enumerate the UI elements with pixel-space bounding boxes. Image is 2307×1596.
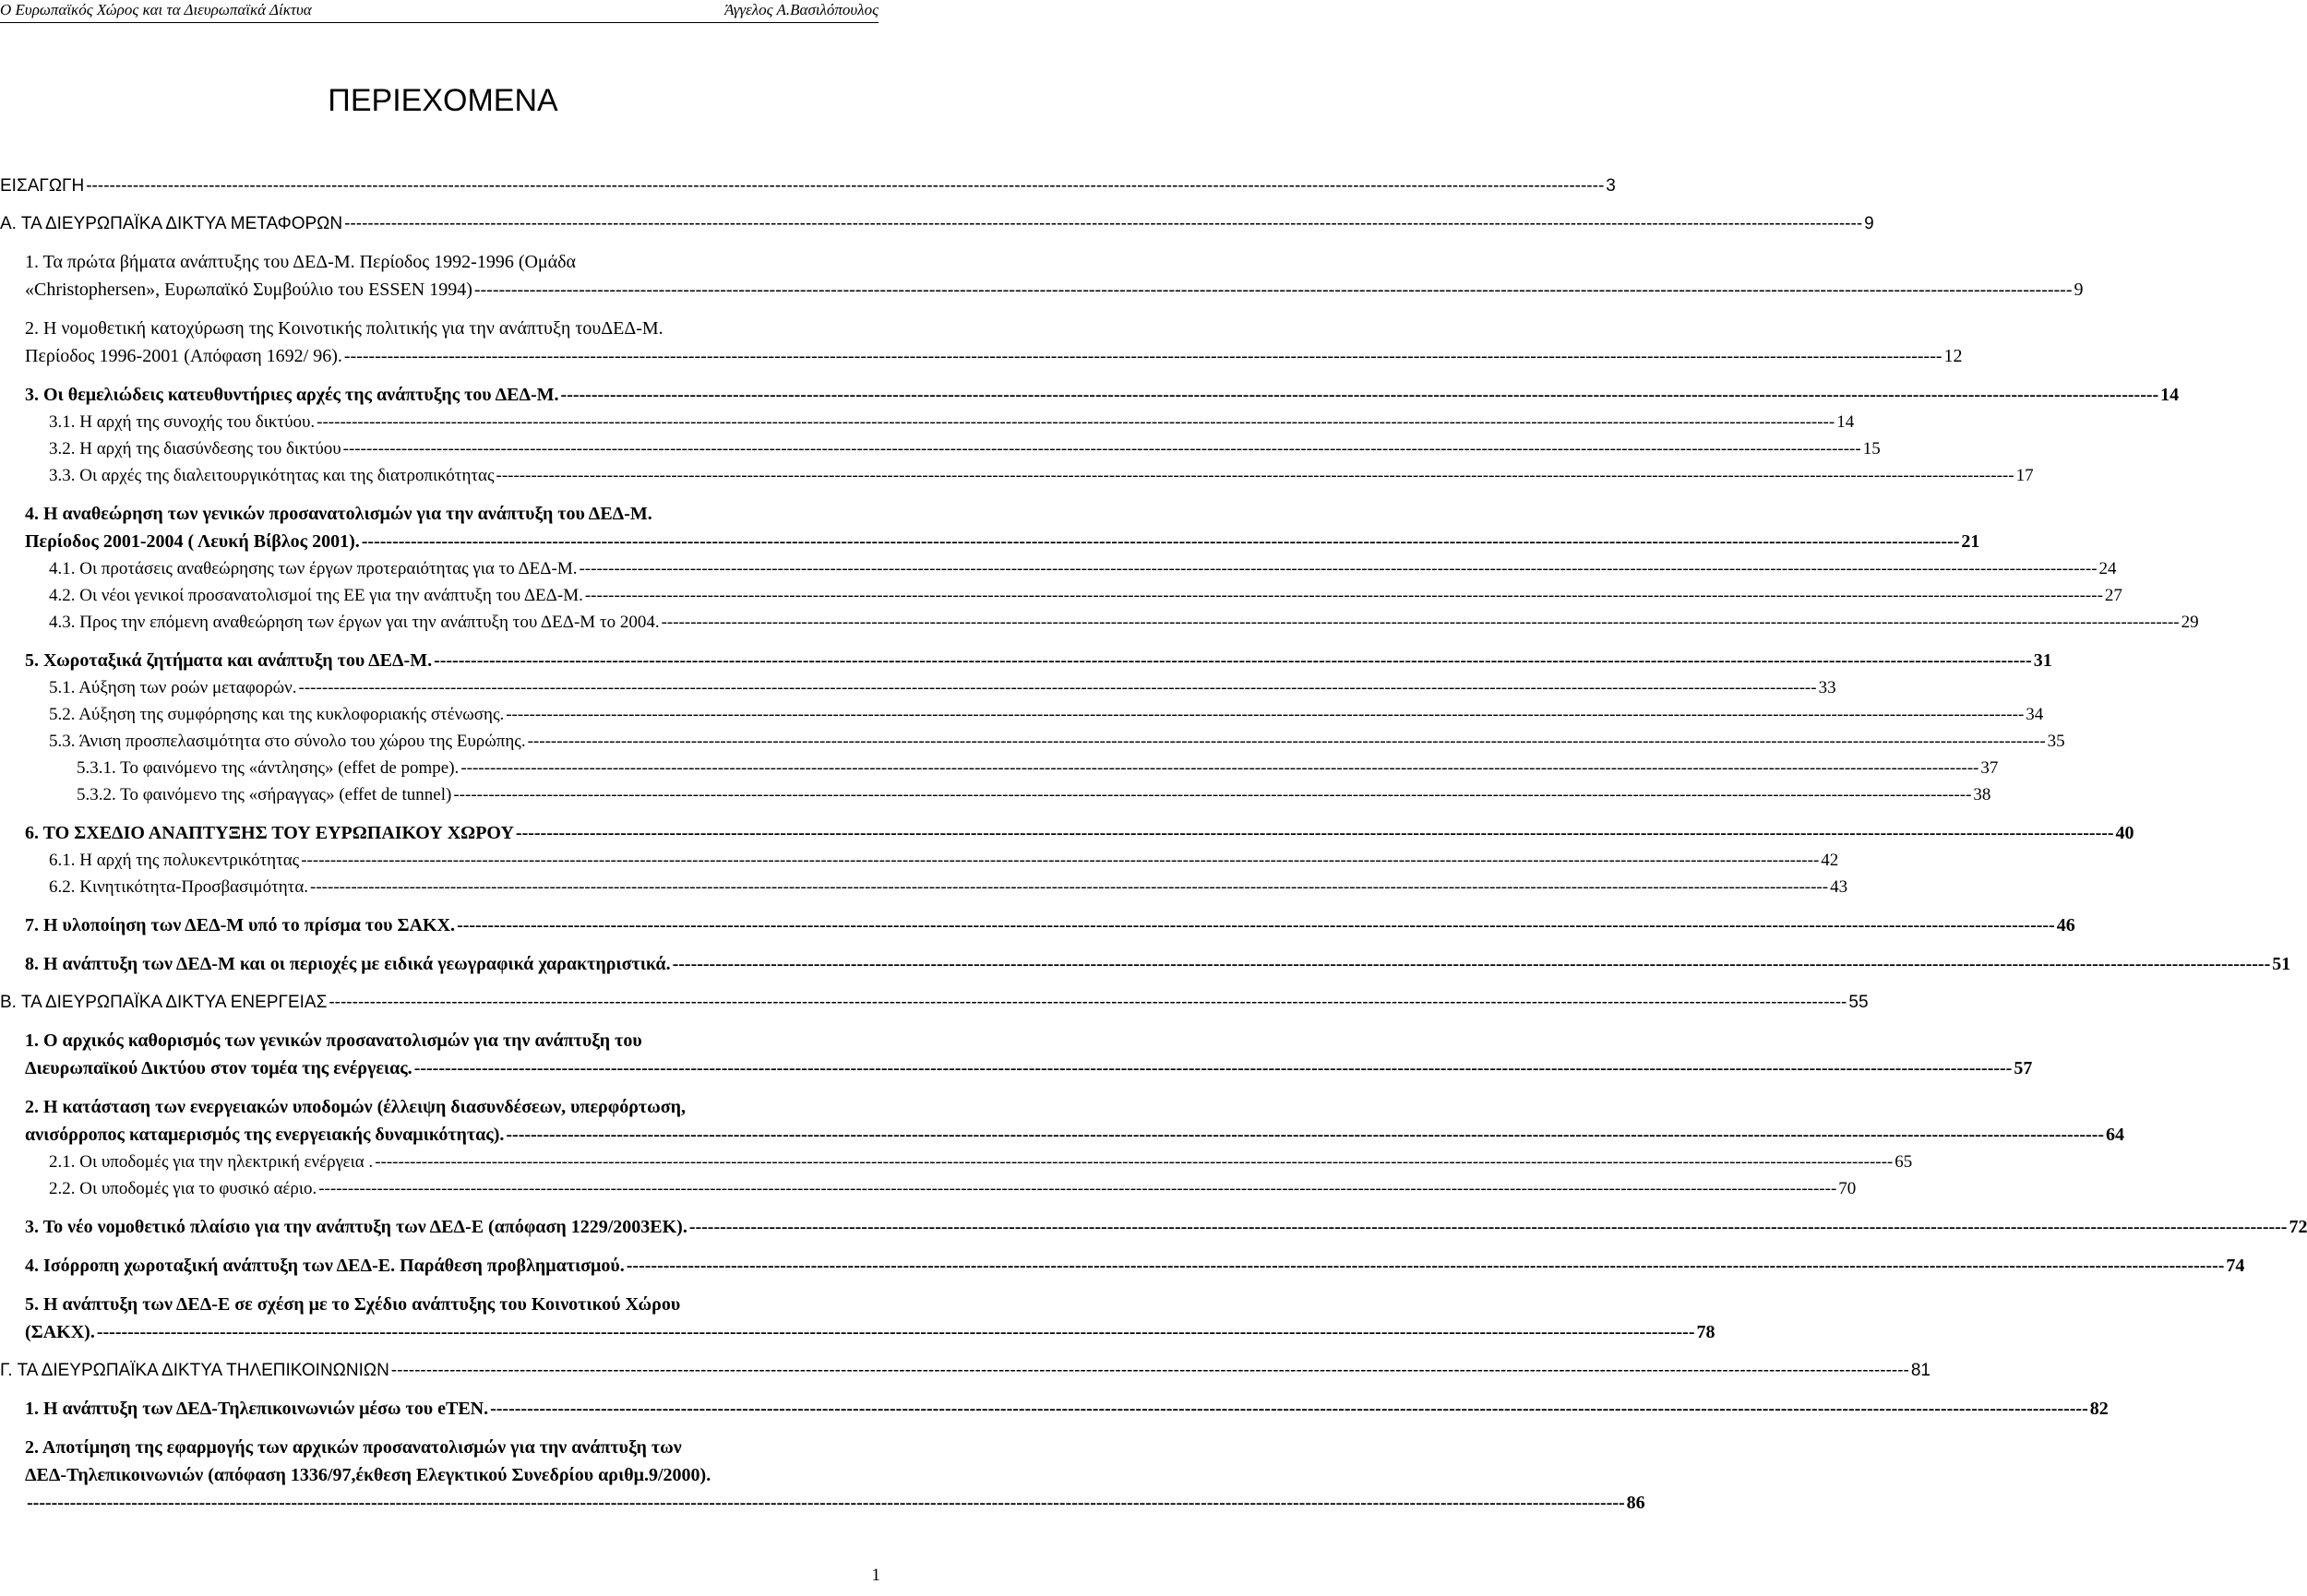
toc-entry-title: 5.2. Αύξηση της συμφόρησης και της κυκλοφοριακής στένωσης.	[49, 705, 505, 724]
toc-leader-dashes: --------------------------------------------------------------------------------------------------------------------------------------------------------------------------------------------------------------------------------------------------------------------	[298, 678, 1817, 697]
toc-page-number: 29	[2181, 613, 2199, 632]
page-title: ΠΕΡΙΕΧΟΜΕΝΑ	[328, 83, 558, 118]
toc-page-number: 51	[2272, 954, 2291, 974]
toc-entry-title: 4.3. Προς την επόμενη αναθεώρηση των έργων γαι την ανάπτυξη του ΔΕΔ-Μ το 2004.	[49, 613, 660, 632]
toc-page-number: 40	[2115, 823, 2134, 843]
toc-entry	[0, 911, 2075, 939]
toc-entry	[0, 674, 1836, 701]
toc-page-number: 3	[1606, 176, 1616, 196]
toc-leader-dashes: --------------------------------------------------------------------------------------------------------------------------------------------------------------------------------------------------------------------------------------------------------------------	[301, 851, 1820, 870]
toc-entry-title: 6.1. Η αρχή της πολυκεντρικότητας	[49, 851, 300, 870]
toc-page-number: 14	[1836, 412, 1855, 432]
toc-leader-dashes: --------------------------------------------------------------------------------------------------------------------------------------------------------------------------------------------------------------------------------------------------------------------	[457, 915, 2055, 935]
toc-entry-title: 6.2. Κινητικότητα-Προσβασιμότητα.	[49, 877, 309, 897]
toc-entry-title: 2.2. Οι υποδομές για το φυσικό αέριο.	[49, 1179, 317, 1198]
toc-leader-dashes: --------------------------------------------------------------------------------------------------------------------------------------------------------------------------------------------------------------------------------------------------------------------	[344, 214, 1863, 233]
toc-page-number: 74	[2226, 1256, 2245, 1276]
header-book-title: Ο Ευρωπαϊκός Χώρος και τα Διευρωπαϊκά Δίκτυα	[0, 1, 312, 18]
toc-entry	[0, 1252, 2245, 1280]
toc-page-number: 57	[2014, 1058, 2033, 1078]
toc-entry-line: 1. Τα πρώτα βήματα ανάπτυξης του ΔΕΔ-Μ. Περίοδος 1992-1996 (Ομάδα	[25, 252, 577, 272]
toc-page-number: 65	[1895, 1152, 1913, 1172]
toc-page-number: 27	[2104, 586, 2122, 605]
toc-page-number: 12	[1943, 346, 1963, 366]
toc-entry-title: Β. ΤΑ ΔΙΕΥΡΩΠΑΪΚΑ ΔΙΚΤΥΑ ΕΝΕΡΓΕΙΑΣ	[0, 993, 328, 1012]
toc-leader-dashes: --------------------------------------------------------------------------------------------------------------------------------------------------------------------------------------------------------------------------------------------------------------------	[375, 1152, 1894, 1172]
toc-leader-dashes: --------------------------------------------------------------------------------------------------------------------------------------------------------------------------------------------------------------------------------------------------------------------	[343, 346, 1942, 366]
toc-entry-title: 5.3.2. Το φαινόμενο της «σήραγγας» (effet de tunnel)	[77, 785, 452, 804]
toc-entry-title: «Christophersen», Ευρωπαϊκό Συμβούλιο του ESSEN 1994)	[25, 280, 472, 300]
toc-page-number: 33	[1818, 678, 1836, 697]
toc-entry-title: 6. ΤΟ ΣΧΕΔΙΟ ΑΝΑΠΤΥΞΗΣ ΤΟΥ ΕΥΡΩΠΑΙΚΟΥ ΧΩΡΟΥ	[25, 823, 514, 843]
header-author: Άγγελος Α.Βασιλόπουλος	[724, 1, 879, 18]
toc-entry	[0, 1355, 1930, 1386]
toc-leader-dashes: --------------------------------------------------------------------------------------------------------------------------------------------------------------------------------------------------------------------------------------------------------------------	[361, 531, 1960, 552]
toc-entry-title: 8. Η ανάπτυξη των ΔΕΔ-Μ και οι περιοχές με ειδικά γεωγραφικά χαρακτηριστικά.	[25, 954, 671, 974]
toc-page-number: 15	[1862, 439, 1881, 459]
toc-entry-title: 3. Οι θεμελιώδεις κατευθυντήριες αρχές της ανάπτυξης του ΔΕΔ-Μ.	[25, 385, 559, 405]
toc-entry	[0, 950, 2291, 978]
toc-entry	[0, 208, 1874, 239]
toc-entry	[0, 1291, 1715, 1346]
toc-leader-dashes: --------------------------------------------------------------------------------------------------------------------------------------------------------------------------------------------------------------------------------------------------------------------	[317, 412, 1835, 432]
toc-page-number: 9	[2074, 280, 2084, 300]
toc-leader-dashes: --------------------------------------------------------------------------------------------------------------------------------------------------------------------------------------------------------------------------------------------------------------------	[413, 1058, 2013, 1078]
toc-leader-dashes: --------------------------------------------------------------------------------------------------------------------------------------------------------------------------------------------------------------------------------------------------------------------	[527, 732, 2046, 751]
toc-entry-title: Περίοδος 1996-2001 (Απόφαση 1692/ 96).	[25, 346, 342, 366]
toc-entry-title: 4.2. Οι νέοι γενικοί προσανατολισμοί της ΕΕ για την ανάπτυξη του ΔΕΔ-Μ.	[49, 586, 583, 605]
toc-entry-line: 5. Η ανάπτυξη των ΔΕΔ-Ε σε σχέση με το Σχέδιο ανάπτυξης του Κοινοτικού Χώρου	[25, 1294, 681, 1315]
toc-leader-dashes: --------------------------------------------------------------------------------------------------------------------------------------------------------------------------------------------------------------------------------------------------------------------	[310, 877, 1829, 897]
toc-entry-title: Περίοδος 2001-2004 ( Λευκή Βίβλος 2001).	[25, 531, 360, 552]
toc-page-number: 14	[2160, 385, 2180, 405]
toc-entry-title: 5.3. Άνιση προσπελασιμότητα στο σύνολο του χώρου της Ευρώπης.	[49, 732, 526, 751]
toc-entry	[0, 819, 2134, 847]
toc-entry-line: 2. Αποτίμηση της εφαρμογής των αρχικών προσανατολισμών για την ανάπτυξη των	[25, 1437, 682, 1458]
toc-leader-dashes: --------------------------------------------------------------------------------------------------------------------------------------------------------------------------------------------------------------------------------------------------------------------	[584, 586, 2103, 605]
toc-entry-title: ανισόρροπος καταμερισμός της ενεργειακής δυναμικότητας).	[25, 1125, 505, 1145]
toc-leader-dashes: --------------------------------------------------------------------------------------------------------------------------------------------------------------------------------------------------------------------------------------------------------------------	[453, 785, 1972, 804]
toc-page-number: 78	[1696, 1322, 1715, 1342]
toc-page-number: 81	[1910, 1361, 1930, 1380]
toc-entry-title: 3.3. Οι αρχές της διαλειτουργικότητας και της διατροπικότητας	[49, 466, 495, 485]
toc-leader-dashes: --------------------------------------------------------------------------------------------------------------------------------------------------------------------------------------------------------------------------------------------------------------------	[661, 613, 2180, 632]
toc-leader-dashes: --------------------------------------------------------------------------------------------------------------------------------------------------------------------------------------------------------------------------------------------------------------------	[626, 1256, 2225, 1276]
toc-page-number: 55	[1848, 993, 1869, 1012]
toc-entry-line: 1. Ο αρχικός καθορισμός των γενικών προσανατολισμών για την ανάπτυξη του	[25, 1030, 642, 1051]
toc-leader-dashes: --------------------------------------------------------------------------------------------------------------------------------------------------------------------------------------------------------------------------------------------------------------------	[434, 650, 2032, 671]
toc-entry	[0, 582, 2122, 609]
toc-entry-title: 2.1. Οι υποδομές για την ηλεκτρική ενέργεια .	[49, 1152, 374, 1172]
toc-entry-line: 4. Η αναθεώρηση των γενικών προσανατολισμών για την ανάπτυξη του ΔΕΔ-Μ.	[25, 504, 652, 524]
toc-entry	[0, 1395, 2109, 1423]
toc-leader-dashes: --------------------------------------------------------------------------------------------------------------------------------------------------------------------------------------------------------------------------------------------------------------------	[96, 1322, 1695, 1342]
running-header	[0, 0, 886, 24]
toc-leader-dashes: --------------------------------------------------------------------------------------------------------------------------------------------------------------------------------------------------------------------------------------------------------------------	[318, 1179, 1837, 1198]
toc-entry-line: ΔΕΔ-Τηλεπικοινωνιών (απόφαση 1336/97,έκθεση Ελεγκτικού Συνεδρίου αριθμ.9/2000).	[25, 1465, 711, 1485]
toc-leader-dashes: --------------------------------------------------------------------------------------------------------------------------------------------------------------------------------------------------------------------------------------------------------------------	[506, 705, 2025, 724]
toc-page-number: 35	[2047, 732, 2065, 751]
toc-entry-title: 3.1. Η αρχή της συνοχής του δικτύου.	[49, 412, 316, 432]
toc-entry	[0, 1027, 2033, 1082]
toc-leader-dashes: --------------------------------------------------------------------------------------------------------------------------------------------------------------------------------------------------------------------------------------------------------------------	[560, 385, 2159, 405]
toc-page-number: 17	[2015, 466, 2034, 485]
toc-page-number: 86	[1626, 1493, 1645, 1513]
toc-entry	[0, 315, 1963, 370]
toc-page-number: 31	[2033, 650, 2052, 671]
toc-leader-dashes: --------------------------------------------------------------------------------------------------------------------------------------------------------------------------------------------------------------------------------------------------------------------	[86, 176, 1605, 196]
toc-entry	[0, 381, 2180, 409]
toc-leader-dashes: --------------------------------------------------------------------------------------------------------------------------------------------------------------------------------------------------------------------------------------------------------------------	[496, 466, 2014, 485]
toc-entry	[0, 874, 1848, 900]
header-rule	[0, 22, 879, 23]
toc-entry-title: 7. Η υλοποίηση των ΔΕΔ-Μ υπό το πρίσμα του ΣΑΚΧ.	[25, 915, 456, 935]
toc-page-number: 70	[1838, 1179, 1857, 1198]
toc-leader-dashes: --------------------------------------------------------------------------------------------------------------------------------------------------------------------------------------------------------------------------------------------------------------------	[329, 993, 1847, 1012]
toc-entry	[0, 1175, 1857, 1202]
toc-entry	[0, 1093, 2125, 1149]
toc-entry	[0, 1149, 1913, 1175]
toc-entry-title: Διευρωπαϊκού Δικτύου στον τομέα της ενέργειας.	[25, 1058, 412, 1078]
toc-entry	[0, 500, 1980, 555]
toc-entry-line: 2. Η κατάσταση των ενεργειακών υποδομών (έλλειψη διασυνδέσεων, υπερφόρτωση,	[25, 1097, 686, 1117]
toc-page-number: 82	[2089, 1399, 2109, 1419]
page-number: 1	[871, 1566, 880, 1585]
toc-leader-dashes: --------------------------------------------------------------------------------------------------------------------------------------------------------------------------------------------------------------------------------------------------------------------	[579, 559, 2098, 578]
toc-page-number: 9	[1864, 214, 1874, 233]
toc-leader-dashes: --------------------------------------------------------------------------------------------------------------------------------------------------------------------------------------------------------------------------------------------------------------------	[27, 1493, 1625, 1513]
toc-page-number: 72	[2289, 1217, 2307, 1237]
toc-entry	[0, 847, 1839, 874]
toc-leader-dashes: --------------------------------------------------------------------------------------------------------------------------------------------------------------------------------------------------------------------------------------------------------------------	[390, 1361, 1909, 1380]
toc-entry	[0, 1213, 2307, 1241]
toc-entry-title: 5.3.1. Το φαινόμενο της «άντλησης» (effet de pompe).	[77, 758, 460, 778]
toc-entry	[0, 555, 2117, 582]
toc-entry	[0, 171, 1616, 201]
toc-entry	[0, 1434, 1645, 1517]
toc-entry-title: 4. Ισόρροπη χωροταξική ανάπτυξη των ΔΕΔ-Ε. Παράθεση προβληματισμού.	[25, 1256, 625, 1276]
toc-leader-dashes: --------------------------------------------------------------------------------------------------------------------------------------------------------------------------------------------------------------------------------------------------------------------	[688, 1217, 2288, 1237]
toc-entry	[0, 435, 1881, 462]
toc-entry-title: 1. Η ανάπτυξη των ΔΕΔ-Τηλεπικοινωνιών μέσω του eTEN.	[25, 1399, 489, 1419]
toc-entry	[0, 462, 2034, 489]
table-of-contents	[0, 171, 2307, 1517]
toc-entry	[0, 609, 2199, 636]
toc-leader-dashes: --------------------------------------------------------------------------------------------------------------------------------------------------------------------------------------------------------------------------------------------------------------------	[342, 439, 1861, 459]
toc-page-number: 34	[2026, 705, 2044, 724]
toc-entry-title: Γ. ΤΑ ΔΙΕΥΡΩΠΑΪΚΑ ΔΙΚΤΥΑ ΤΗΛΕΠΙΚΟΙΝΩΝΙΩΝ	[0, 1361, 389, 1380]
toc-entry-title: (ΣΑΚΧ).	[25, 1322, 95, 1342]
toc-leader-dashes: --------------------------------------------------------------------------------------------------------------------------------------------------------------------------------------------------------------------------------------------------------------------	[515, 823, 2114, 843]
toc-entry-title: ΕΙΣΑΓΩΓΗ	[0, 176, 85, 196]
toc-leader-dashes: --------------------------------------------------------------------------------------------------------------------------------------------------------------------------------------------------------------------------------------------------------------------	[672, 954, 2271, 974]
toc-page-number: 37	[1980, 758, 1999, 778]
toc-page-number: 43	[1830, 877, 1848, 897]
toc-entry-title: 4.1. Οι προτάσεις αναθεώρησης των έργων προτεραιότητας για το ΔΕΔ-Μ.	[49, 559, 578, 578]
toc-page-number: 24	[2098, 559, 2117, 578]
toc-leader-dashes: --------------------------------------------------------------------------------------------------------------------------------------------------------------------------------------------------------------------------------------------------------------------	[490, 1399, 2088, 1419]
toc-entry	[0, 647, 2052, 674]
toc-entry-line: 2. Η νομοθετική κατοχύρωση της Κοινοτικής πολιτικής για την ανάπτυξη τουΔΕΔ-Μ.	[25, 318, 663, 339]
toc-entry	[0, 701, 2044, 728]
toc-entry-title: 3. Το νέο νομοθετικό πλαίσιο για την ανάπτυξη των ΔΕΔ-Ε (απόφαση 1229/2003ΕΚ).	[25, 1217, 687, 1237]
toc-entry	[0, 728, 2065, 755]
toc-entry	[0, 755, 1999, 781]
toc-leader-dashes: --------------------------------------------------------------------------------------------------------------------------------------------------------------------------------------------------------------------------------------------------------------------	[460, 758, 1979, 778]
toc-page-number: 46	[2056, 915, 2075, 935]
toc-page-number: 21	[1961, 531, 1980, 552]
toc-entry-title: Α. ΤΑ ΔΙΕΥΡΩΠΑΪΚΑ ΔΙΚΤΥΑ ΜΕΤΑΦΟΡΩΝ	[0, 214, 343, 233]
toc-entry	[0, 781, 1991, 808]
toc-entry-title: 5. Χωροταξικά ζητήματα και ανάπτυξη του ΔΕΔ-Μ.	[25, 650, 433, 671]
toc-entry	[0, 987, 1869, 1018]
toc-leader-dashes: --------------------------------------------------------------------------------------------------------------------------------------------------------------------------------------------------------------------------------------------------------------------	[506, 1125, 2105, 1145]
toc-page-number: 38	[1973, 785, 1991, 804]
toc-entry-title: 3.2. Η αρχή της διασύνδεσης του δικτύου	[49, 439, 341, 459]
toc-page-number: 64	[2106, 1125, 2125, 1145]
toc-leader-dashes: --------------------------------------------------------------------------------------------------------------------------------------------------------------------------------------------------------------------------------------------------------------------	[473, 280, 2073, 300]
toc-entry	[0, 409, 1855, 435]
toc-entry	[0, 248, 2084, 304]
toc-page-number: 42	[1821, 851, 1839, 870]
toc-entry-title: 5.1. Αύξηση των ροών μεταφορών.	[49, 678, 297, 697]
